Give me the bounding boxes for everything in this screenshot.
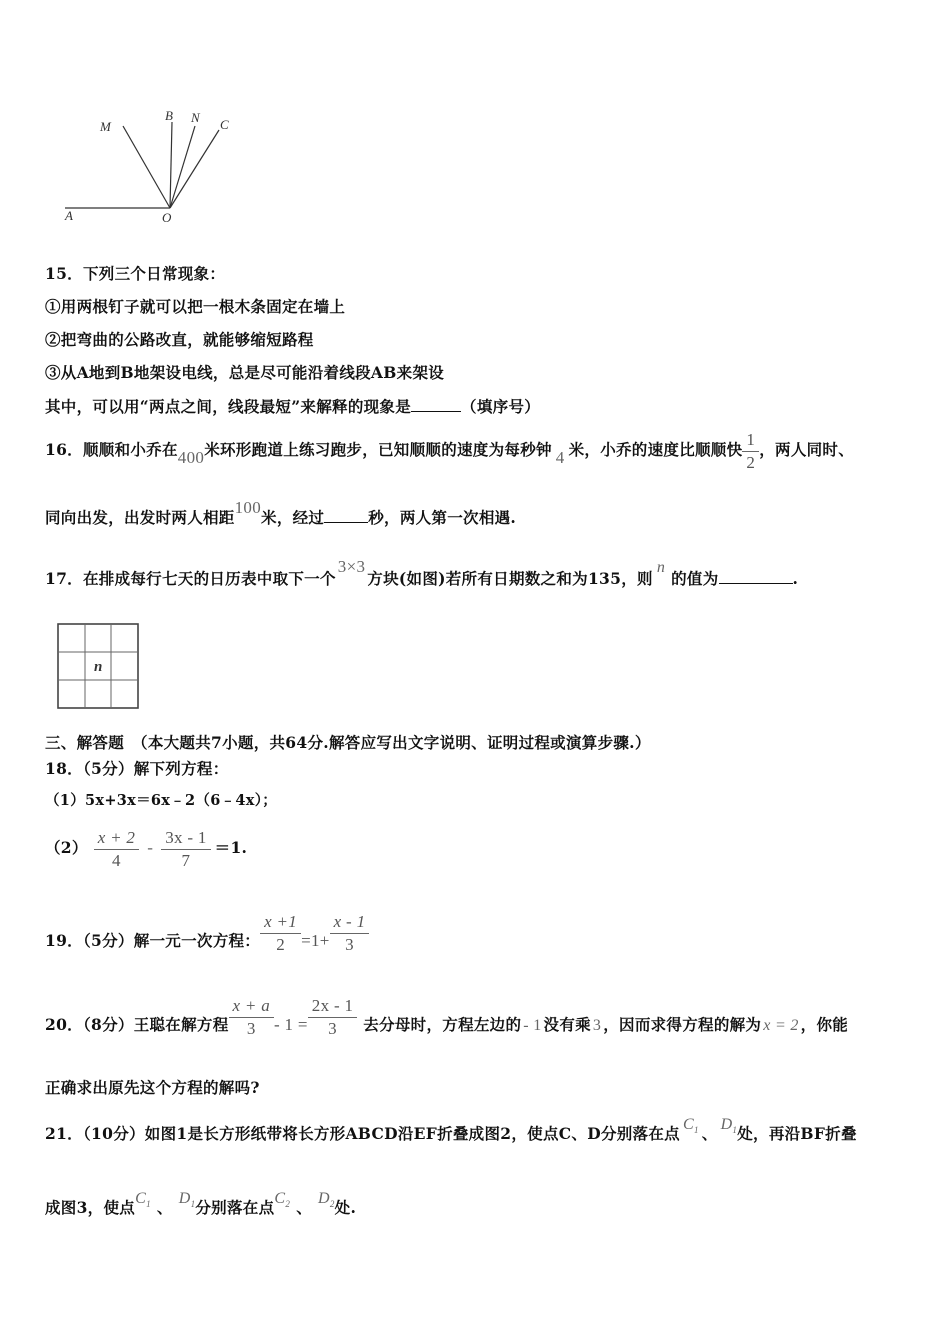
label-n: N xyxy=(191,110,200,125)
q21-text-5: 处. xyxy=(334,1198,357,1217)
section3-heading xyxy=(45,731,651,753)
q20-text-2: 去分母时，方程左边的 xyxy=(363,1015,522,1034)
q18-equation-2 xyxy=(45,822,247,874)
q20-text-5: ，你能 xyxy=(800,1015,849,1034)
label-m: M xyxy=(100,119,111,134)
q20-neg-one: - 1 xyxy=(523,1017,542,1034)
q18-f1-den: 4 xyxy=(94,849,140,872)
q20-f2-den: 3 xyxy=(308,1017,357,1040)
q15-question xyxy=(45,395,540,417)
q20-mid: - 1 = xyxy=(274,1015,308,1034)
q20-text-3: 没有乘 xyxy=(543,1015,591,1034)
q21-point-c1: $C_1$ xyxy=(682,1116,699,1135)
q21-text-4: 分别落在点 xyxy=(195,1198,275,1217)
q15-item-2: ②把弯曲的公路改直，就能够缩短路程 xyxy=(45,330,314,349)
q17-line xyxy=(45,557,799,596)
q18-f2-num: 3x - 1 xyxy=(165,827,207,847)
q21-line-2 xyxy=(45,1186,356,1226)
q15-stem: 15．下列三个日常现象： xyxy=(45,264,226,283)
q20-f1-den: 3 xyxy=(229,1017,275,1040)
q21-point-c2: $C_2$ xyxy=(274,1190,291,1209)
q19-f1-den: 2 xyxy=(260,933,301,956)
q16-line-1 xyxy=(45,426,854,474)
q21-sep-3: 、 xyxy=(296,1198,312,1217)
section3-title: 三、解答题 xyxy=(45,733,125,752)
q16-answer-blank[interactable] xyxy=(324,508,368,523)
q15-item-3: ③从A地到B地架设电线，总是尽可能沿着线段AB来架设 xyxy=(45,363,445,382)
q21-text-3: 成图3，使点 xyxy=(45,1198,136,1217)
q16-text-7: 秒，两人第一次相遇. xyxy=(368,508,517,527)
q16-num-100: 100 xyxy=(234,498,262,517)
q17-size: 3×3 xyxy=(337,557,366,576)
q18-f1-num: x + 2 xyxy=(97,827,136,847)
q20-f1-num: x + a xyxy=(232,996,271,1015)
q16-text-5: 同向出发，出发时两人相距 xyxy=(45,508,235,527)
q16-fraction-half xyxy=(742,429,759,474)
q18-fraction-2 xyxy=(161,827,210,872)
q20-line-1 xyxy=(45,988,848,1042)
q16-num-4: 4 xyxy=(555,448,565,467)
angle-figure xyxy=(55,100,245,230)
q16-text-2: 米环形跑道上练习跑步，已知顺顺的速度为每秒钟 xyxy=(204,440,552,459)
label-c: C xyxy=(220,117,229,132)
q21-point-d2: $D_2$ xyxy=(318,1190,335,1209)
q18-eq2-label: （2） xyxy=(45,838,88,857)
calendar-grid-figure xyxy=(57,623,141,711)
q16-line-2 xyxy=(45,498,517,533)
label-a: A xyxy=(65,208,73,223)
label-o: O xyxy=(162,210,172,225)
q16-frac-den: 2 xyxy=(742,451,759,474)
q20-text-1: 20．（8分）王聪在解方程 xyxy=(45,1015,229,1034)
q18-fraction-1 xyxy=(94,827,140,872)
q19-line xyxy=(45,904,369,958)
grid-center-n: n xyxy=(94,659,103,675)
q18-equation-1: （1）5x+3x＝6x﹣2（6﹣4x）； xyxy=(45,792,278,809)
q15-ask: 其中，可以用“两点之间，线段最短”来解释的现象是 xyxy=(45,397,412,416)
q19-stem: 19．（5分）解一元一次方程： xyxy=(45,931,261,950)
q19-f2-den: 3 xyxy=(330,933,370,956)
q15-item-1: ①用两根钉子就可以把一根木条固定在墙上 xyxy=(45,297,346,316)
q15-hint: （填序号） xyxy=(461,397,541,416)
q20-fraction-1 xyxy=(229,995,275,1040)
q20-solution: x = 2 xyxy=(763,1017,799,1034)
q16-text-6: 米，经过 xyxy=(261,508,325,527)
q21-sep-1: 、 xyxy=(701,1124,718,1143)
ray-on xyxy=(170,126,195,208)
ray-ob xyxy=(170,122,172,208)
q20-three: 3 xyxy=(592,1017,602,1034)
q18-minus: - xyxy=(147,838,154,857)
q17-answer-blank[interactable] xyxy=(719,569,793,584)
q20-line-2: 正确求出原先这个方程的解吗? xyxy=(45,1078,260,1097)
q15-answer-blank[interactable] xyxy=(411,397,461,412)
q19-mid: =1+ xyxy=(301,931,330,950)
label-b: B xyxy=(165,108,173,123)
q16-num-400: 400 xyxy=(177,448,205,467)
q20-fraction-2 xyxy=(308,995,357,1040)
q18-stem: 18．（5分）解下列方程： xyxy=(45,759,229,778)
q21-point-c1b: $C_1$ xyxy=(135,1190,151,1209)
q19-f2-num: x - 1 xyxy=(333,912,366,931)
q17-text-3: 的值为 xyxy=(671,569,719,588)
q18-rhs: ＝1. xyxy=(214,838,248,857)
q21-line-1 xyxy=(45,1110,857,1150)
q21-sep-2: 、 xyxy=(156,1198,173,1217)
q16-text-1: 16．顺顺和小乔在 xyxy=(45,440,178,459)
ray-oc xyxy=(170,130,219,208)
q16-text-4: ，两人同时、 xyxy=(759,440,855,459)
q16-frac-num: 1 xyxy=(746,429,756,449)
section3-note: （本大题共7小题，共64分.解答应写出文字说明、证明过程或演算步骤.） xyxy=(132,733,651,752)
q16-text-3: 米，小乔的速度比顺顺快 xyxy=(568,440,743,459)
q21-text-2: 处，再沿BF折叠 xyxy=(737,1124,857,1143)
q17-text-4: . xyxy=(792,569,799,588)
q17-text-1: 17．在排成每行七天的日历表中取下一个 xyxy=(45,569,336,588)
ray-om xyxy=(123,126,170,208)
q17-text-2: 方块(如图)若所有日期数之和为135，则 xyxy=(367,569,653,588)
q20-text-4: ，因而求得方程的解为 xyxy=(603,1015,762,1034)
q17-var-n: n xyxy=(656,559,666,576)
q19-fraction-2 xyxy=(330,911,370,956)
q19-f1-num: x +1 xyxy=(264,912,298,931)
q19-fraction-1 xyxy=(260,911,301,956)
q18-f2-den: 7 xyxy=(161,849,210,872)
q20-f2-num: 2x - 1 xyxy=(311,996,354,1015)
q21-text-1: 21．（10分）如图1是长方形纸带将长方形ABCD沿EF折叠成图2，使点C、D分别落在点 xyxy=(45,1124,680,1143)
q21-point-d1b: $D_1$ xyxy=(178,1190,196,1209)
q21-point-d1: $D_1$ xyxy=(720,1116,738,1135)
